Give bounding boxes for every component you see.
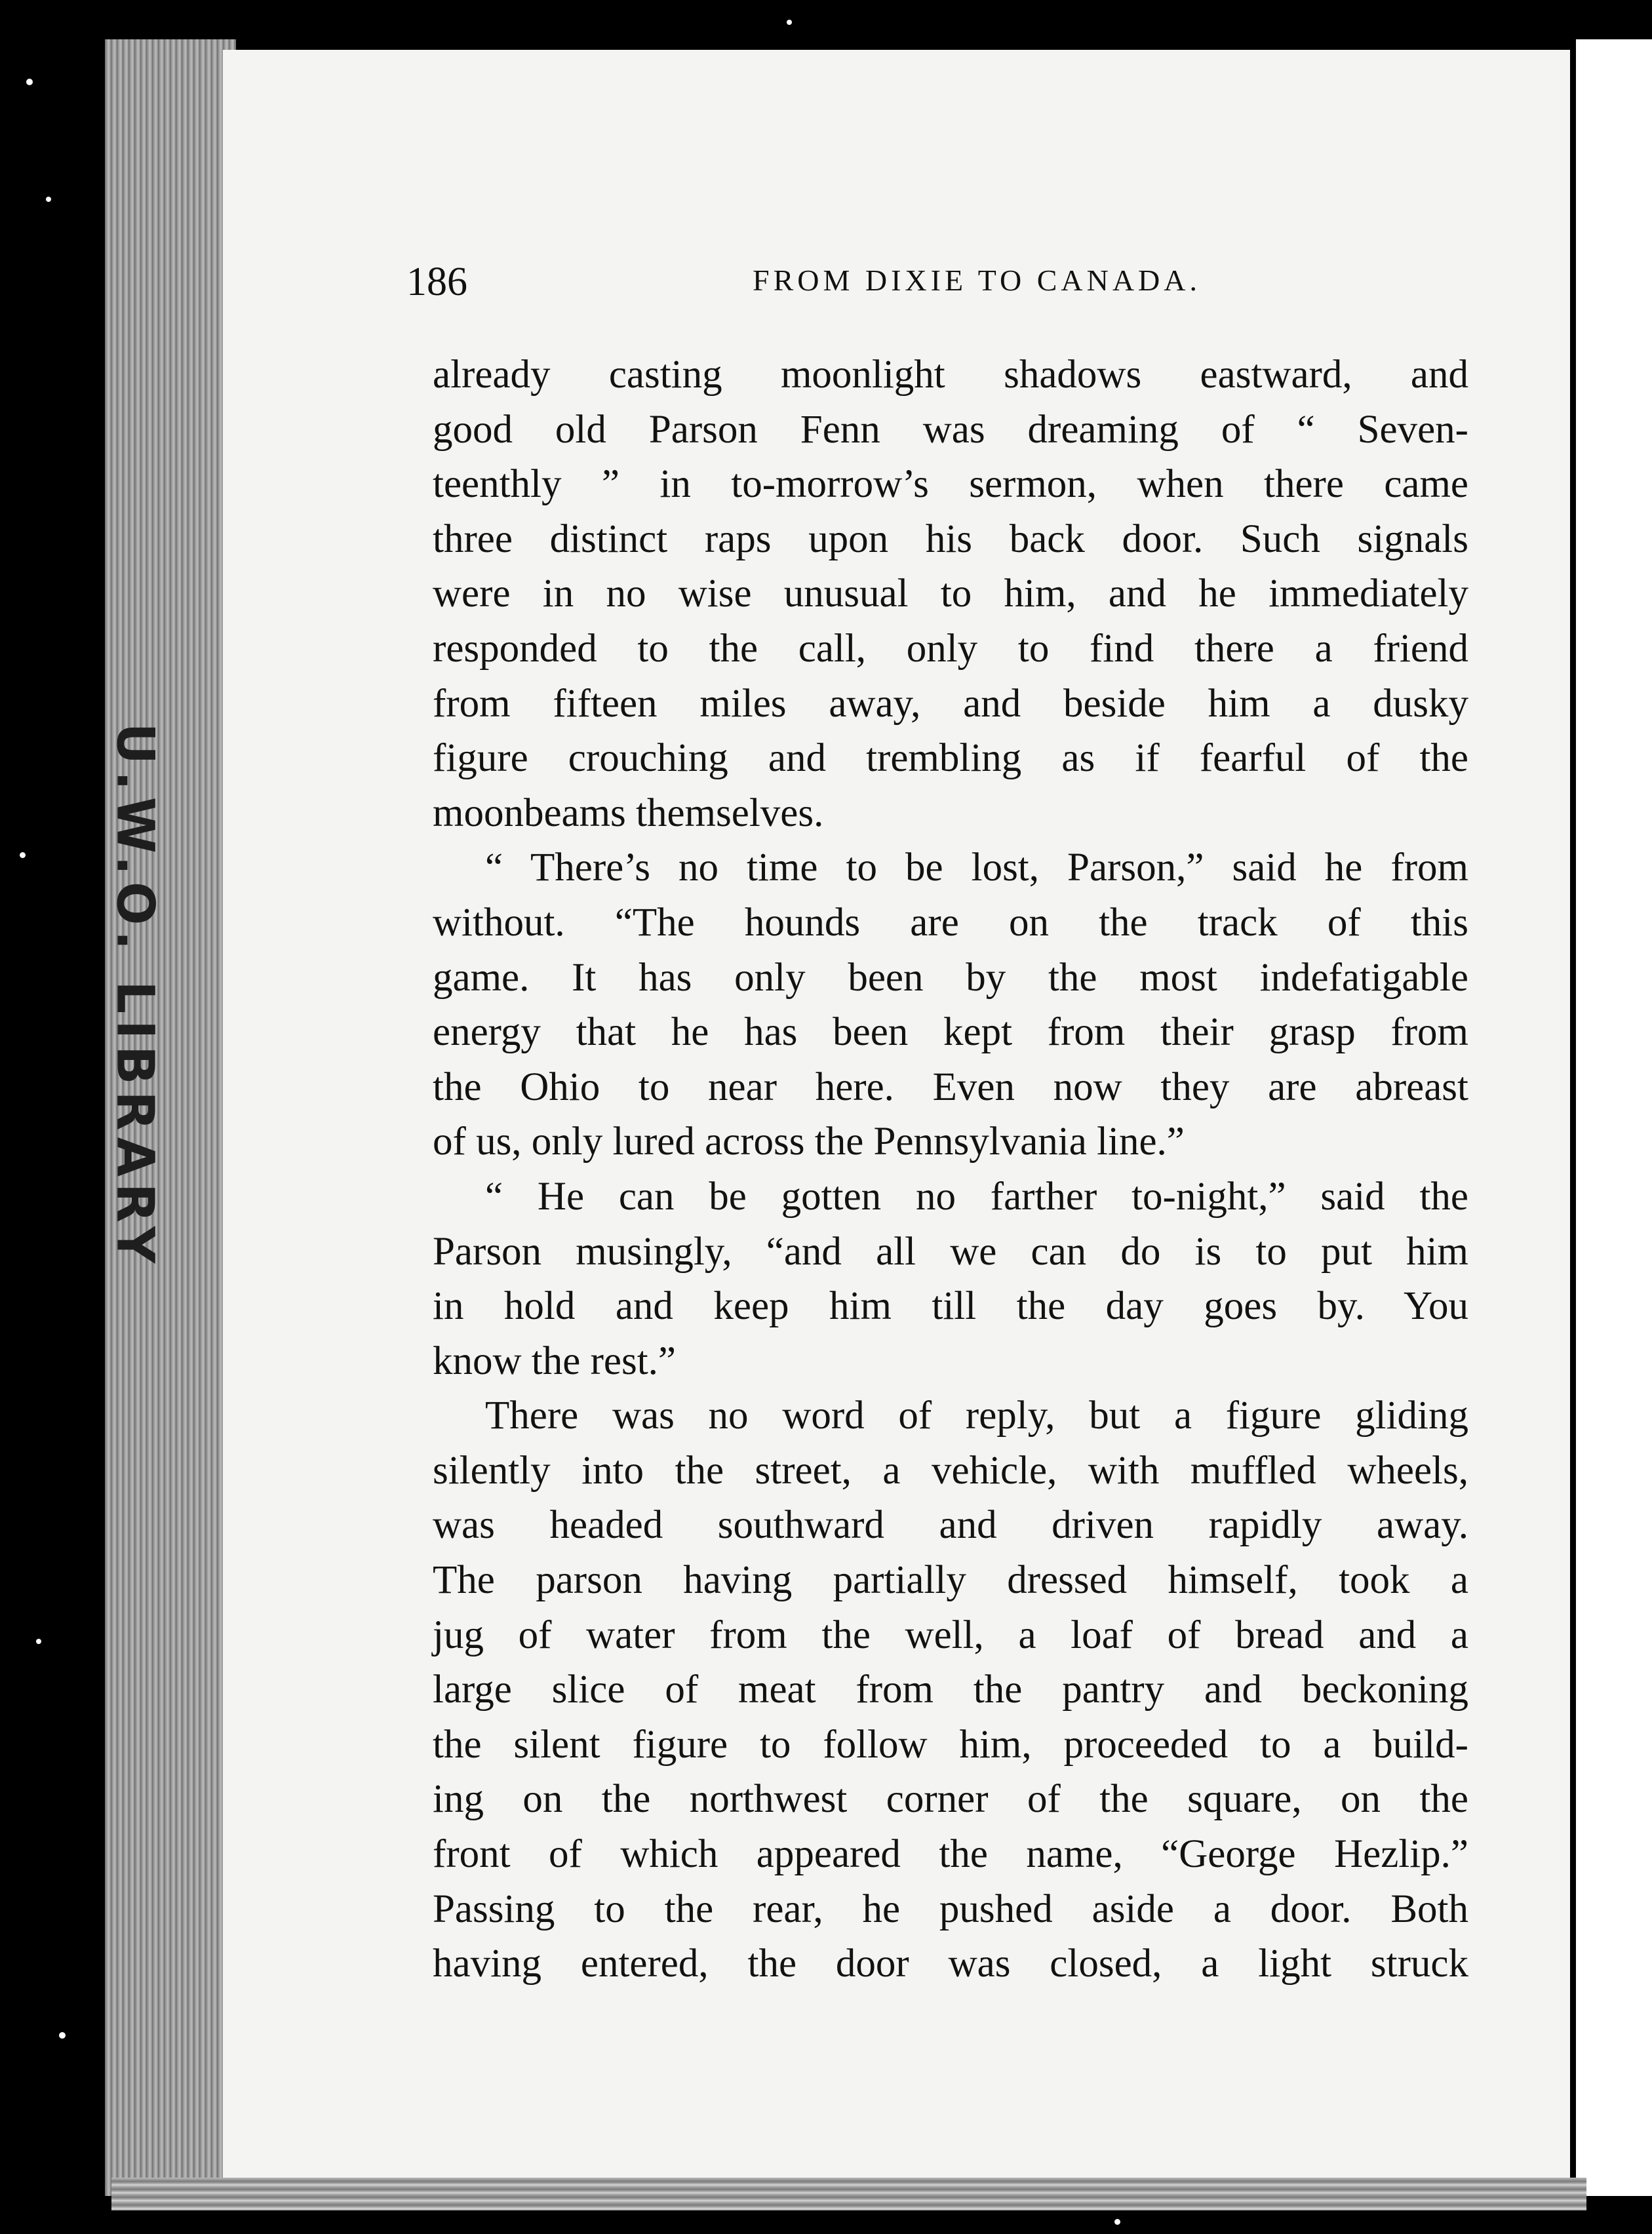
dust-speck bbox=[787, 20, 792, 25]
text-line: large slice of meat from the pantry and beckoning bbox=[433, 1668, 1468, 1712]
text-line: already casting moonlight shadows eastward, and bbox=[433, 353, 1468, 397]
text-line: having entered, the door was closed, a light struck bbox=[433, 1942, 1468, 1986]
dust-speck bbox=[20, 852, 26, 858]
bottom-page-edges bbox=[111, 2178, 1586, 2210]
page-number: 186 bbox=[406, 260, 467, 304]
text-line: good old Parson Fenn was dreaming of “ Seven- bbox=[433, 407, 1468, 452]
running-head: FROM DIXIE TO CANADA. bbox=[753, 264, 1201, 297]
dust-speck bbox=[1114, 2219, 1120, 2225]
text-line: “ There’s no time to be lost, Parson,” said he from bbox=[485, 846, 1468, 890]
text-line: without. “The hounds are on the track of this bbox=[433, 900, 1468, 945]
text-line: know the rest.” bbox=[433, 1339, 676, 1383]
dust-speck bbox=[59, 2032, 66, 2039]
text-line: silently into the street, a vehicle, with muffled wheels, bbox=[433, 1448, 1468, 1493]
dust-speck bbox=[36, 1639, 41, 1644]
text-line: jug of water from the well, a loaf of bread and a bbox=[433, 1613, 1468, 1657]
text-line: the silent figure to follow him, proceeded to a build- bbox=[433, 1722, 1468, 1767]
text-line: three distinct raps upon his back door. Such signals bbox=[433, 517, 1468, 561]
text-line: ing on the northwest corner of the square, on the bbox=[433, 1777, 1468, 1822]
text-line: teenthly ” in to-morrow’s sermon, when there came bbox=[433, 462, 1468, 507]
text-line: game. It has only been by the most indefatigable bbox=[433, 955, 1468, 1000]
library-stamp-text: U.W.O. LIBRARY bbox=[105, 722, 165, 1270]
library-stamp bbox=[105, 669, 165, 1324]
text-line: responded to the call, only to find there a friend bbox=[433, 626, 1468, 671]
text-line: front of which appeared the name, “George Hezlip.” bbox=[433, 1832, 1468, 1877]
text-line: Parson musingly, “and all we can do is to put him bbox=[433, 1229, 1468, 1274]
text-line: were in no wise unusual to him, and he immediately bbox=[433, 572, 1468, 616]
body-text bbox=[433, 347, 1468, 2052]
text-line: of us, only lured across the Pennsylvania line.” bbox=[433, 1120, 1185, 1164]
text-line: moonbeams themselves. bbox=[433, 791, 824, 835]
dust-speck bbox=[26, 79, 33, 85]
text-line: in hold and keep him till the day goes by. You bbox=[433, 1284, 1468, 1329]
text-line: figure crouching and trembling as if fearful of the bbox=[433, 736, 1468, 781]
text-line: was headed southward and driven rapidly away. bbox=[433, 1503, 1468, 1548]
text-line: The parson having partially dressed himself, took a bbox=[433, 1558, 1468, 1603]
facing-page-edge bbox=[1567, 39, 1652, 2196]
text-line: Passing to the rear, he pushed aside a door. Both bbox=[433, 1887, 1468, 1931]
text-line: There was no word of reply, but a figure gliding bbox=[485, 1394, 1468, 1438]
dust-speck bbox=[46, 197, 51, 202]
page-header bbox=[406, 259, 1468, 305]
text-line: from fifteen miles away, and beside him a dusky bbox=[433, 681, 1468, 726]
text-line: energy that he has been kept from their grasp from bbox=[433, 1010, 1468, 1055]
text-line: “ He can be gotten no farther to-night,” said the bbox=[485, 1174, 1468, 1219]
text-line: the Ohio to near here. Even now they are abreast bbox=[433, 1065, 1468, 1109]
